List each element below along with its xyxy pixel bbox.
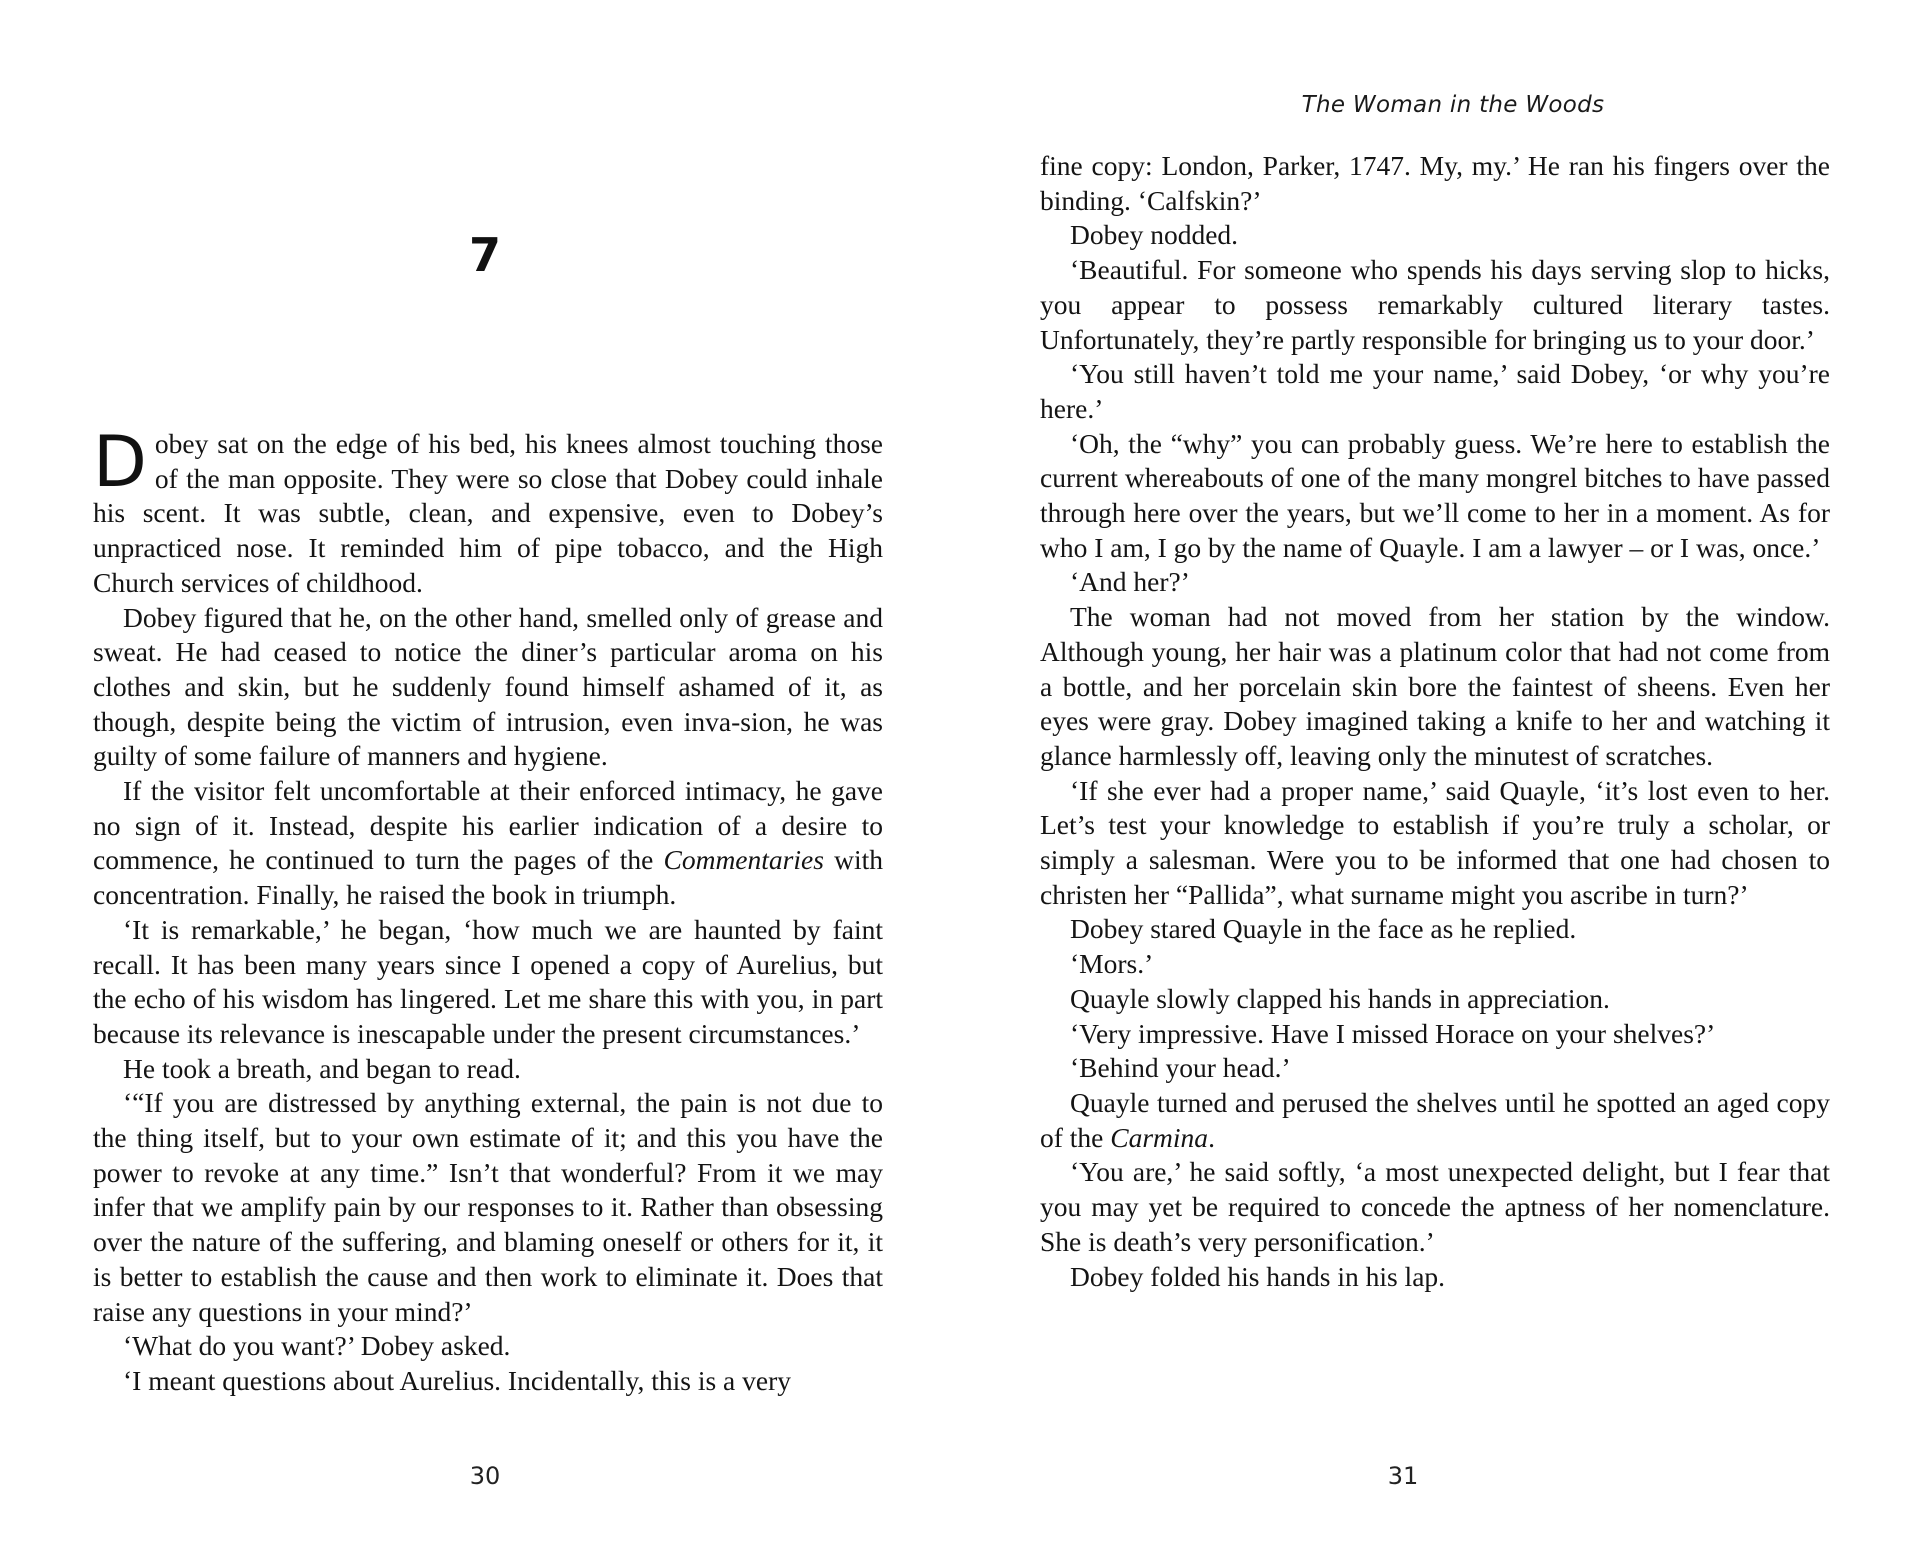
paragraph: ‘What do you want?’ Dobey asked. bbox=[123, 1330, 511, 1362]
paragraph: ‘Mors.’ bbox=[1070, 948, 1154, 980]
running-head: The Woman in the Woods bbox=[1301, 92, 1605, 118]
paragraph: ‘If she ever had a proper name,’ said Quayle, ‘it’s lost even to her. Let’s test your knowledge to establish if you’re truly a scholar, or simply a salesman. Were you to be informed that one had chosen to christen her “Pallida”, what surname might you ascribe in turn?’ bbox=[1040, 774, 1830, 910]
paragraph: Dobey nodded. bbox=[1070, 219, 1239, 251]
left-page-body bbox=[93, 421, 884, 1399]
paragraph: ‘It is remarkable,’ he began, ‘how much we are haunted by faint recall. It has been many years since I opened a copy of Aurelius, but the echo of his wisdom has lingered. Let me share this with you, in part because its relevance is inescapable under the present circumstances.’ bbox=[93, 913, 883, 1049]
page-number: 31 bbox=[1387, 1462, 1419, 1490]
paragraph: He took a breath, and began to read. bbox=[123, 1052, 521, 1084]
paragraph: Dobey stared Quayle in the face as he replied. bbox=[1070, 913, 1577, 945]
paragraph-text: with concentration. Finally, he raised the book in triumph. bbox=[93, 844, 884, 911]
paragraph: ‘You still haven’t told me your name,’ said Dobey, ‘or why you’re here.’ bbox=[1040, 358, 1830, 424]
page-number: 30 bbox=[469, 1462, 501, 1490]
paragraph-text: Quayle turned and perused the shelves until he spotted an aged copy of the bbox=[1040, 1086, 1830, 1153]
paragraph: Dobey folded his hands in his lap. bbox=[1070, 1260, 1446, 1292]
paragraph: ‘You are,’ he said softly, ‘a most unexpected delight, but I fear that you may yet be required to concede the aptness of her nomenclature. She is death’s very personification.’ bbox=[1040, 1156, 1830, 1257]
opening-paragraph-text: obey sat on the edge of his bed, his knees almost touching those of the man opposite. They were so close that Dobey could inhale his scent. It was subtle, clean, and expensive, even to Dobey’s unpracticed nose. It reminded him of pipe tobacco, and the High Church services of childhood. bbox=[93, 428, 883, 598]
paragraph: The woman had not moved from her station by the window. Although young, her hair was a platinum color that had not come from a bottle, and her porcelain skin bore the faintest of sheens. Even her eyes were gray. Dobey imagined taking a knife to her and watching it glance harmlessly off, leaving only the minutest of scratches. bbox=[1040, 601, 1830, 771]
paragraph: ‘I meant questions about Aurelius. Incidentally, this is a very bbox=[123, 1364, 792, 1396]
paragraph: ‘And her?’ bbox=[1070, 566, 1190, 598]
right-page-body bbox=[1040, 149, 1830, 1294]
paragraph: Dobey figured that he, on the other hand, smelled only of grease and sweat. He had ceased to notice the diner’s particular aroma on his clothes and skin, but he suddenly found himself ashamed of it, as though, despite being the victim of intrusion, even inva-sion, he was guilty of some failure of manners and hygiene. bbox=[93, 601, 883, 772]
book-title-carmina: Carmina bbox=[1110, 1121, 1209, 1153]
right-page bbox=[963, 0, 1926, 1549]
chapter-number: 7 bbox=[468, 228, 501, 282]
paragraph bbox=[1040, 1086, 1830, 1155]
book-title-commentaries: Commentaries bbox=[663, 844, 824, 876]
opening-paragraph bbox=[93, 421, 883, 601]
continuation-paragraph: fine copy: London, Parker, 1747. My, my.’ He ran his fingers over the binding. ‘Calfskin?’ bbox=[1040, 150, 1830, 216]
paragraph: ‘“If you are distressed by anything external, the pain is not due to the thing itself, but to your own estimate of it; and this you have the power to revoke at any time.” Isn’t that wonderful? From it we may infer that we amplify pain by our responses to it. Rather than obsessing over the nature of the suffering, and blaming oneself or others for it, it is better to establish the cause and then work to eliminate it. Does that raise any questions in your mind?’ bbox=[93, 1087, 883, 1327]
paragraph: Quayle slowly clapped his hands in appreciation. bbox=[1070, 982, 1610, 1014]
paragraph-text: . bbox=[1208, 1121, 1215, 1153]
paragraph bbox=[93, 774, 883, 913]
paragraph: ‘Oh, the “why” you can probably guess. We’re here to establish the current whereabouts of one of the many mongrel bitches to have passed through here over the years, but we’ll come to her in a moment. As for who I am, I go by the name of Quayle. I am a lawyer – or I was, once.’ bbox=[1040, 427, 1830, 563]
drop-cap: D bbox=[93, 421, 147, 503]
paragraph: ‘Behind your head.’ bbox=[1070, 1052, 1291, 1084]
paragraph-text: If the visitor felt uncomfortable at their enforced intimacy, he gave no sign of it. Instead, despite his earlier indication of a desire to commence, he continued to turn the pages of the bbox=[93, 775, 883, 876]
paragraph: ‘Beautiful. For someone who spends his days serving slop to hicks, you appear to possess remarkably cultured literary tastes. Unfortunately, they’re partly responsible for bringing us to your door.’ bbox=[1040, 254, 1830, 355]
paragraph: ‘Very impressive. Have I missed Horace on your shelves?’ bbox=[1070, 1017, 1716, 1049]
